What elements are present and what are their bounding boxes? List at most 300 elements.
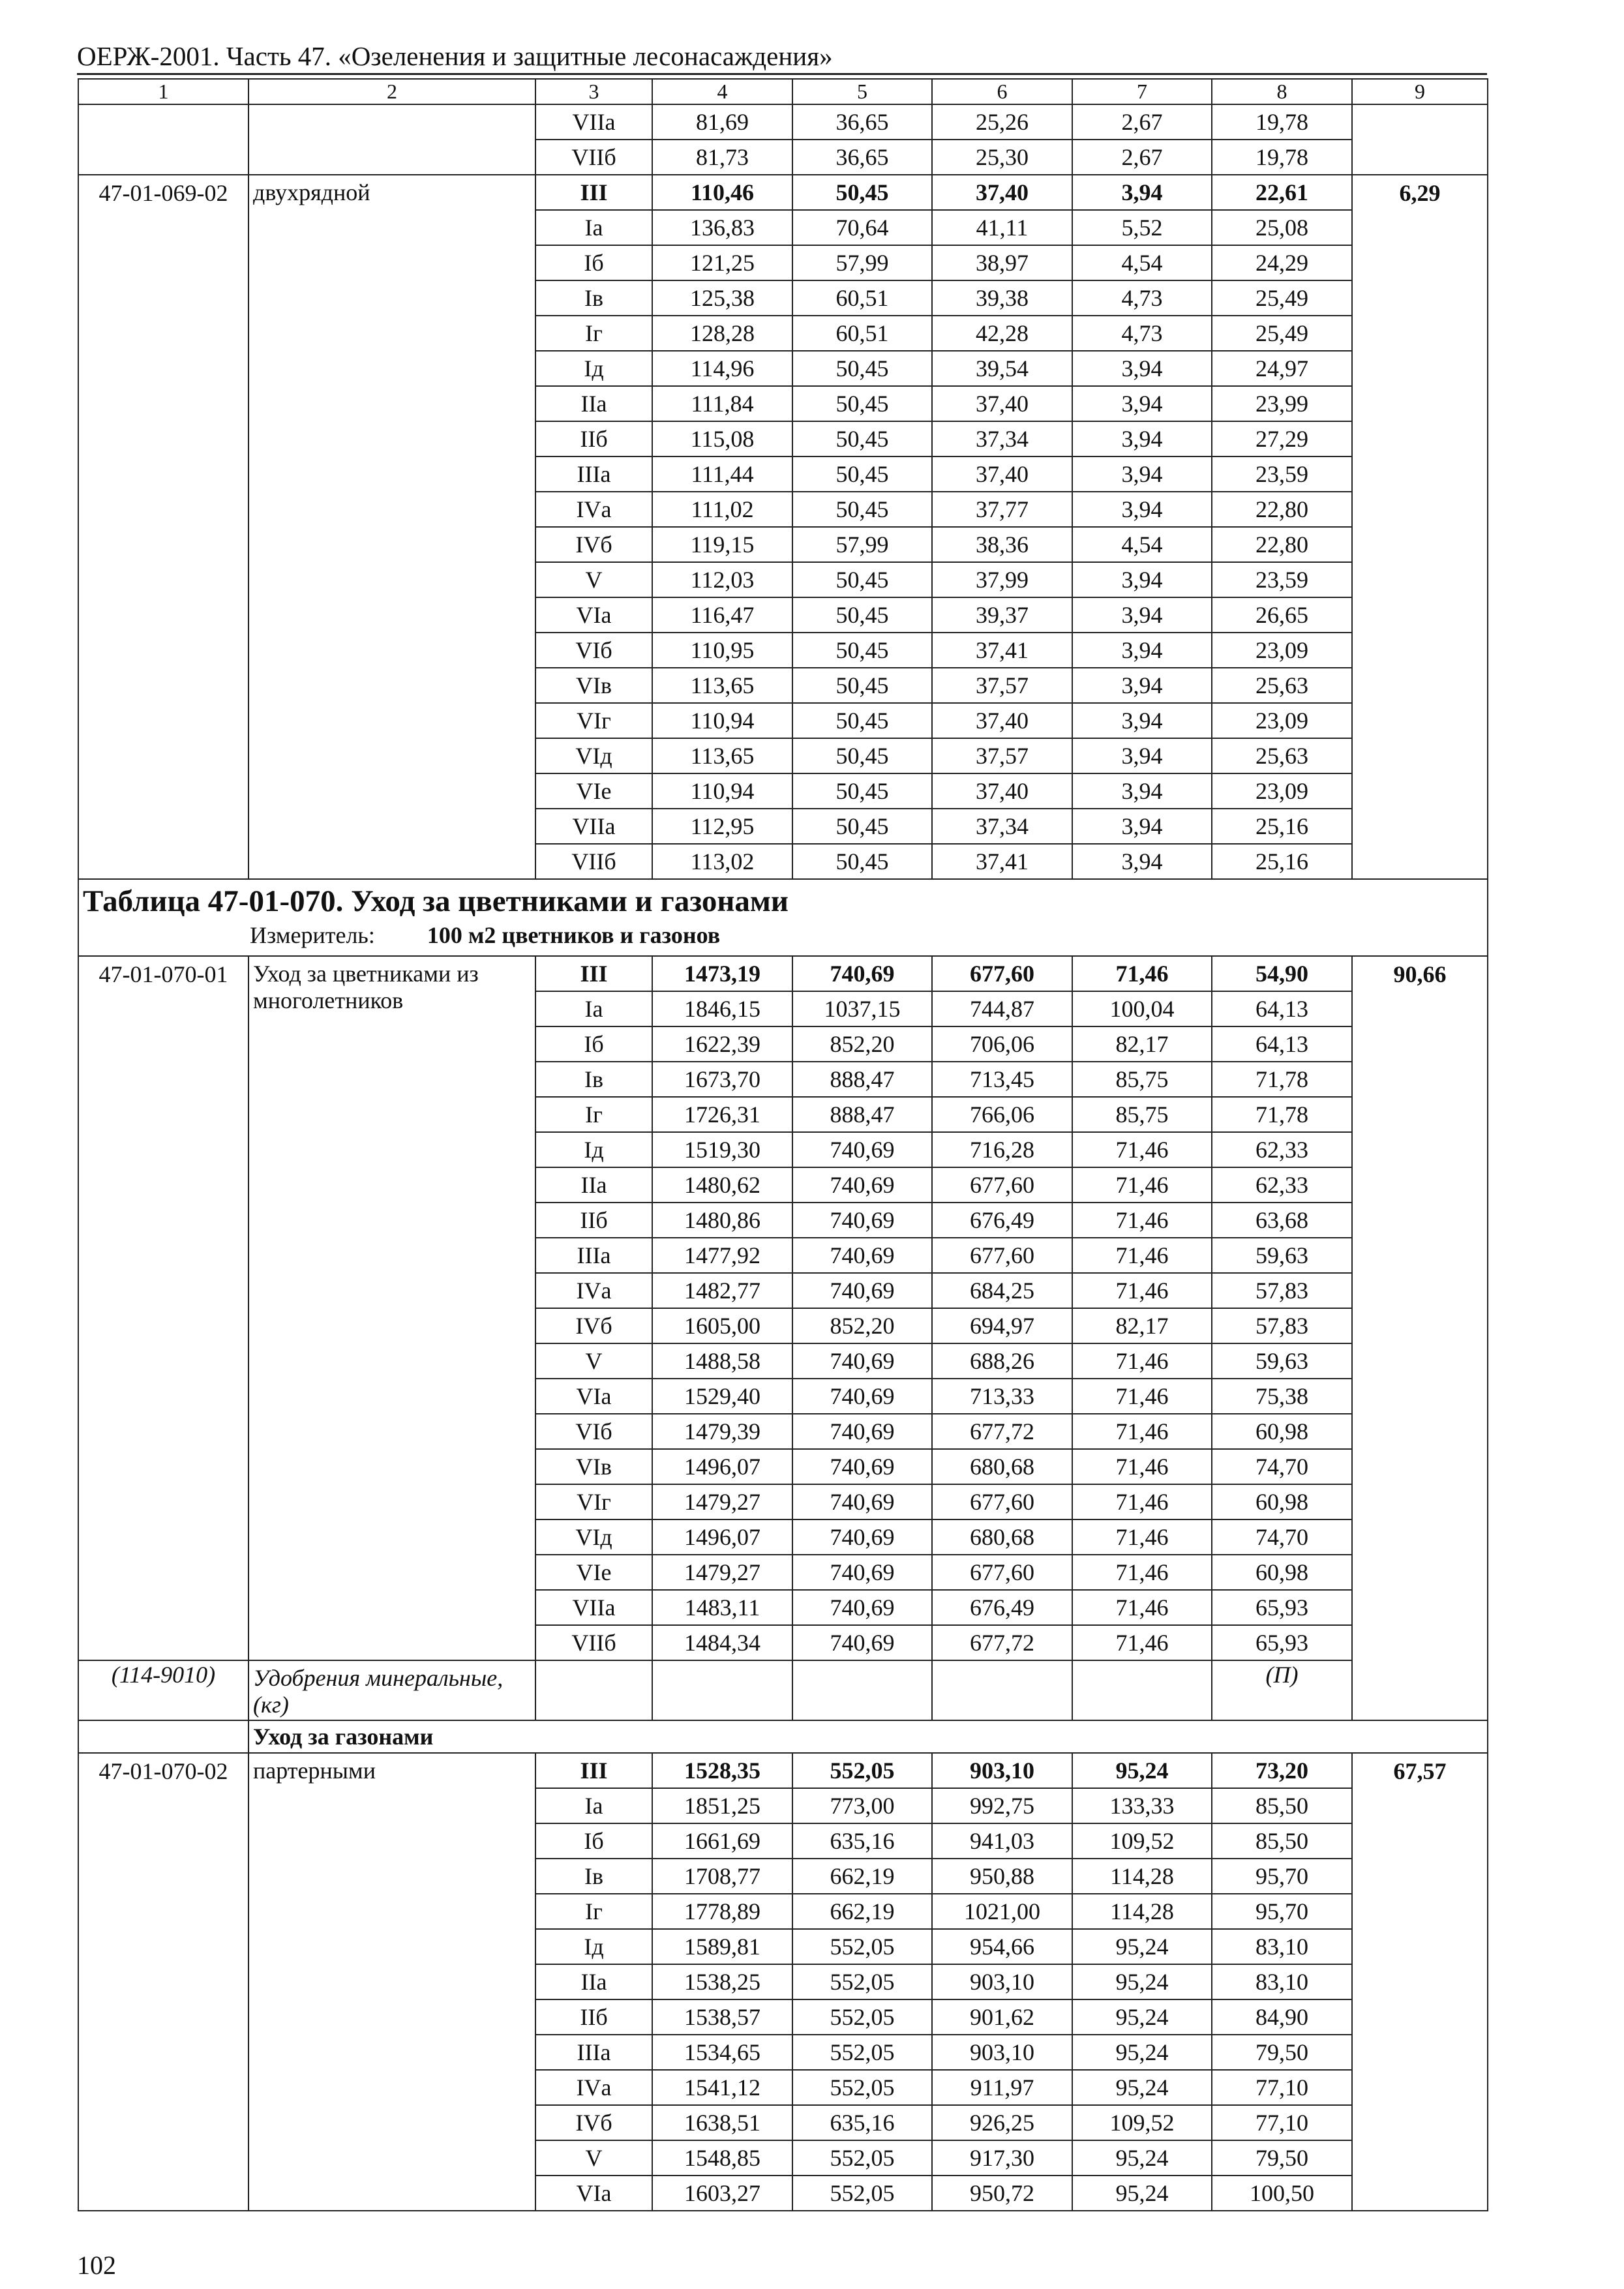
zone-cell: VIIб bbox=[535, 1625, 652, 1660]
value-cell: 716,28 bbox=[932, 1132, 1072, 1167]
value-cell: 37,40 bbox=[932, 456, 1072, 492]
value-cell: 125,38 bbox=[652, 280, 792, 316]
subheading-row bbox=[78, 1720, 1488, 1753]
value-cell: 740,69 bbox=[792, 1379, 932, 1414]
value-cell: 3,94 bbox=[1072, 633, 1212, 668]
value-cell: 1851,25 bbox=[652, 1788, 792, 1823]
value-cell: 1534,65 bbox=[652, 2035, 792, 2070]
value-cell: 903,10 bbox=[932, 1753, 1072, 1788]
value-cell: 677,72 bbox=[932, 1625, 1072, 1660]
value-cell: 38,97 bbox=[932, 245, 1072, 280]
value-cell: 57,99 bbox=[792, 245, 932, 280]
value-cell: 3,94 bbox=[1072, 844, 1212, 879]
value-cell: 552,05 bbox=[792, 1964, 932, 1999]
value-cell: 79,50 bbox=[1212, 2140, 1352, 2176]
value-cell: 57,83 bbox=[1212, 1308, 1352, 1343]
empty-cell bbox=[652, 1660, 792, 1720]
zone-cell: Iв bbox=[535, 1062, 652, 1097]
value-cell: 954,66 bbox=[932, 1929, 1072, 1964]
value-cell: 41,11 bbox=[932, 210, 1072, 245]
value-cell: 22,61 bbox=[1212, 175, 1352, 210]
value-cell: 39,38 bbox=[932, 280, 1072, 316]
total-cell: 90,66 bbox=[1352, 956, 1488, 1720]
value-cell: 37,41 bbox=[932, 844, 1072, 879]
value-cell: 84,90 bbox=[1212, 1999, 1352, 2035]
zone-cell: VIIа bbox=[535, 809, 652, 844]
zone-cell: VIг bbox=[535, 703, 652, 738]
value-cell: 111,44 bbox=[652, 456, 792, 492]
zone-cell: III bbox=[535, 175, 652, 210]
zone-cell: IVб bbox=[535, 2105, 652, 2140]
value-cell: 24,29 bbox=[1212, 245, 1352, 280]
value-cell: 37,40 bbox=[932, 773, 1072, 809]
zone-cell: VIв bbox=[535, 1449, 652, 1484]
value-cell: 1488,58 bbox=[652, 1343, 792, 1379]
zone-cell: IIб bbox=[535, 1999, 652, 2035]
value-cell: 25,49 bbox=[1212, 316, 1352, 351]
zone-cell: Iд bbox=[535, 1132, 652, 1167]
value-cell: 71,78 bbox=[1212, 1097, 1352, 1132]
value-cell: 113,65 bbox=[652, 668, 792, 703]
column-number: 3 bbox=[535, 79, 652, 104]
value-cell: 740,69 bbox=[792, 1238, 932, 1273]
value-cell: 635,16 bbox=[792, 1823, 932, 1859]
material-col8: (П) bbox=[1212, 1660, 1352, 1720]
value-cell: 552,05 bbox=[792, 2176, 932, 2211]
value-cell: 888,47 bbox=[792, 1097, 932, 1132]
value-cell: 4,54 bbox=[1072, 527, 1212, 562]
value-cell: 740,69 bbox=[792, 1625, 932, 1660]
value-cell: 71,46 bbox=[1072, 1519, 1212, 1555]
value-cell: 1638,51 bbox=[652, 2105, 792, 2140]
value-cell: 1483,11 bbox=[652, 1590, 792, 1625]
value-cell: 1538,57 bbox=[652, 1999, 792, 2035]
value-cell: 19,78 bbox=[1212, 104, 1352, 140]
value-cell: 901,62 bbox=[932, 1999, 1072, 2035]
value-cell: 680,68 bbox=[932, 1449, 1072, 1484]
value-cell: 552,05 bbox=[792, 2140, 932, 2176]
value-cell: 50,45 bbox=[792, 492, 932, 527]
zone-cell: VIб bbox=[535, 1414, 652, 1449]
zone-cell: Iв bbox=[535, 280, 652, 316]
value-cell: 740,69 bbox=[792, 1343, 932, 1379]
value-cell: 3,94 bbox=[1072, 703, 1212, 738]
value-cell: 3,94 bbox=[1072, 386, 1212, 421]
value-cell: 50,45 bbox=[792, 562, 932, 597]
value-cell: 740,69 bbox=[792, 956, 932, 991]
zone-cell: IIб bbox=[535, 421, 652, 456]
value-cell: 63,68 bbox=[1212, 1203, 1352, 1238]
value-cell: 95,70 bbox=[1212, 1894, 1352, 1929]
value-cell: 109,52 bbox=[1072, 1823, 1212, 1859]
value-cell: 37,40 bbox=[932, 175, 1072, 210]
value-cell: 110,95 bbox=[652, 633, 792, 668]
zone-cell: Iб bbox=[535, 1026, 652, 1062]
value-cell: 5,52 bbox=[1072, 210, 1212, 245]
value-cell: 3,94 bbox=[1072, 175, 1212, 210]
value-cell: 60,51 bbox=[792, 316, 932, 351]
zone-cell: Iа bbox=[535, 1788, 652, 1823]
value-cell: 1496,07 bbox=[652, 1519, 792, 1555]
value-cell: 740,69 bbox=[792, 1414, 932, 1449]
value-cell: 50,45 bbox=[792, 738, 932, 773]
value-cell: 110,46 bbox=[652, 175, 792, 210]
value-cell: 95,24 bbox=[1072, 2140, 1212, 2176]
value-cell: 85,75 bbox=[1072, 1062, 1212, 1097]
table-body bbox=[78, 79, 1488, 2211]
value-cell: 1622,39 bbox=[652, 1026, 792, 1062]
value-cell: 888,47 bbox=[792, 1062, 932, 1097]
value-cell: 25,30 bbox=[932, 140, 1072, 175]
value-cell: 740,69 bbox=[792, 1132, 932, 1167]
value-cell: 852,20 bbox=[792, 1026, 932, 1062]
value-cell: 36,65 bbox=[792, 104, 932, 140]
zone-cell: Iб bbox=[535, 245, 652, 280]
value-cell: 1528,35 bbox=[652, 1753, 792, 1788]
value-cell: 50,45 bbox=[792, 668, 932, 703]
zone-cell: III bbox=[535, 956, 652, 991]
value-cell: 95,24 bbox=[1072, 2176, 1212, 2211]
value-cell: 71,46 bbox=[1072, 1379, 1212, 1414]
value-cell: 85,50 bbox=[1212, 1788, 1352, 1823]
value-cell: 112,95 bbox=[652, 809, 792, 844]
value-cell: 50,45 bbox=[792, 844, 932, 879]
meter-line bbox=[83, 919, 1483, 951]
value-cell: 676,49 bbox=[932, 1203, 1072, 1238]
value-cell: 57,99 bbox=[792, 527, 932, 562]
zone-cell: IVб bbox=[535, 1308, 652, 1343]
value-cell: 95,24 bbox=[1072, 1964, 1212, 1999]
value-cell: 1479,39 bbox=[652, 1414, 792, 1449]
price-table bbox=[78, 78, 1488, 2211]
column-number: 9 bbox=[1352, 79, 1488, 104]
empty-cell bbox=[78, 1720, 248, 1753]
zone-cell: VIб bbox=[535, 633, 652, 668]
total-cell bbox=[1352, 104, 1488, 175]
value-cell: 50,45 bbox=[792, 421, 932, 456]
value-cell: 110,94 bbox=[652, 703, 792, 738]
material-code: (114-9010) bbox=[78, 1660, 248, 1720]
value-cell: 39,37 bbox=[932, 597, 1072, 633]
zone-cell: IIIа bbox=[535, 456, 652, 492]
value-cell: 83,10 bbox=[1212, 1964, 1352, 1999]
value-cell: 677,60 bbox=[932, 1484, 1072, 1519]
value-cell: 1778,89 bbox=[652, 1894, 792, 1929]
value-cell: 4,54 bbox=[1072, 245, 1212, 280]
value-cell: 740,69 bbox=[792, 1484, 932, 1519]
value-cell: 50,45 bbox=[792, 597, 932, 633]
zone-cell: Iг bbox=[535, 1894, 652, 1929]
value-cell: 71,46 bbox=[1072, 1132, 1212, 1167]
value-cell: 1605,00 bbox=[652, 1308, 792, 1343]
work-name bbox=[248, 104, 535, 175]
value-cell: 95,24 bbox=[1072, 1753, 1212, 1788]
column-number: 5 bbox=[792, 79, 932, 104]
value-cell: 71,46 bbox=[1072, 1238, 1212, 1273]
value-cell: 71,46 bbox=[1072, 1343, 1212, 1379]
zone-cell: III bbox=[535, 1753, 652, 1788]
total-cell: 6,29 bbox=[1352, 175, 1488, 879]
value-cell: 100,04 bbox=[1072, 991, 1212, 1026]
value-cell: 70,64 bbox=[792, 210, 932, 245]
value-cell: 3,94 bbox=[1072, 738, 1212, 773]
value-cell: 65,93 bbox=[1212, 1625, 1352, 1660]
value-cell: 116,47 bbox=[652, 597, 792, 633]
value-cell: 50,45 bbox=[792, 633, 932, 668]
value-cell: 1484,34 bbox=[652, 1625, 792, 1660]
zone-cell: VIа bbox=[535, 2176, 652, 2211]
value-cell: 71,46 bbox=[1072, 1625, 1212, 1660]
value-cell: 109,52 bbox=[1072, 2105, 1212, 2140]
value-cell: 23,99 bbox=[1212, 386, 1352, 421]
value-cell: 1480,62 bbox=[652, 1167, 792, 1203]
value-cell: 552,05 bbox=[792, 1929, 932, 1964]
value-cell: 1482,77 bbox=[652, 1273, 792, 1308]
value-cell: 911,97 bbox=[932, 2070, 1072, 2105]
value-cell: 85,50 bbox=[1212, 1823, 1352, 1859]
value-cell: 1548,85 bbox=[652, 2140, 792, 2176]
value-cell: 1479,27 bbox=[652, 1484, 792, 1519]
value-cell: 60,98 bbox=[1212, 1484, 1352, 1519]
value-cell: 119,15 bbox=[652, 527, 792, 562]
zone-cell: VIIб bbox=[535, 140, 652, 175]
meter-label: Измеритель: bbox=[250, 922, 375, 948]
value-cell: 4,73 bbox=[1072, 280, 1212, 316]
value-cell: 3,94 bbox=[1072, 421, 1212, 456]
value-cell: 27,29 bbox=[1212, 421, 1352, 456]
value-cell: 37,57 bbox=[932, 738, 1072, 773]
value-cell: 37,34 bbox=[932, 421, 1072, 456]
value-cell: 3,94 bbox=[1072, 351, 1212, 386]
zone-cell: Iа bbox=[535, 991, 652, 1026]
subheading: Уход за газонами bbox=[248, 1720, 1488, 1753]
table-title: Таблица 47-01-070. Уход за цветниками и газонами bbox=[83, 884, 789, 918]
value-cell: 23,09 bbox=[1212, 703, 1352, 738]
table-row bbox=[78, 956, 1488, 991]
value-cell: 50,45 bbox=[792, 773, 932, 809]
value-cell: 25,08 bbox=[1212, 210, 1352, 245]
column-number: 2 bbox=[248, 79, 535, 104]
value-cell: 100,50 bbox=[1212, 2176, 1352, 2211]
value-cell: 77,10 bbox=[1212, 2105, 1352, 2140]
rate-code: 47-01-069-02 bbox=[78, 175, 248, 879]
zone-cell: IVб bbox=[535, 527, 652, 562]
value-cell: 917,30 bbox=[932, 2140, 1072, 2176]
zone-cell: VIе bbox=[535, 1555, 652, 1590]
zone-cell: IIIа bbox=[535, 1238, 652, 1273]
value-cell: 23,09 bbox=[1212, 773, 1352, 809]
value-cell: 740,69 bbox=[792, 1203, 932, 1238]
value-cell: 677,60 bbox=[932, 956, 1072, 991]
zone-cell: Iд bbox=[535, 351, 652, 386]
value-cell: 676,49 bbox=[932, 1590, 1072, 1625]
value-cell: 112,03 bbox=[652, 562, 792, 597]
value-cell: 60,51 bbox=[792, 280, 932, 316]
value-cell: 83,10 bbox=[1212, 1929, 1352, 1964]
value-cell: 75,38 bbox=[1212, 1379, 1352, 1414]
column-number: 1 bbox=[78, 79, 248, 104]
value-cell: 694,97 bbox=[932, 1308, 1072, 1343]
value-cell: 95,70 bbox=[1212, 1859, 1352, 1894]
zone-cell: Iб bbox=[535, 1823, 652, 1859]
value-cell: 24,97 bbox=[1212, 351, 1352, 386]
zone-cell: IVа bbox=[535, 2070, 652, 2105]
value-cell: 128,28 bbox=[652, 316, 792, 351]
value-cell: 552,05 bbox=[792, 2035, 932, 2070]
value-cell: 95,24 bbox=[1072, 1999, 1212, 2035]
value-cell: 26,65 bbox=[1212, 597, 1352, 633]
zone-cell: VIв bbox=[535, 668, 652, 703]
value-cell: 37,40 bbox=[932, 386, 1072, 421]
empty-cell bbox=[792, 1660, 932, 1720]
value-cell: 1846,15 bbox=[652, 991, 792, 1026]
value-cell: 3,94 bbox=[1072, 562, 1212, 597]
value-cell: 950,88 bbox=[932, 1859, 1072, 1894]
value-cell: 662,19 bbox=[792, 1859, 932, 1894]
value-cell: 25,49 bbox=[1212, 280, 1352, 316]
empty-cell bbox=[535, 1660, 652, 1720]
value-cell: 766,06 bbox=[932, 1097, 1072, 1132]
value-cell: 684,25 bbox=[932, 1273, 1072, 1308]
column-number: 7 bbox=[1072, 79, 1212, 104]
value-cell: 71,46 bbox=[1072, 1484, 1212, 1519]
value-cell: 1479,27 bbox=[652, 1555, 792, 1590]
value-cell: 71,46 bbox=[1072, 1590, 1212, 1625]
zone-cell: VIд bbox=[535, 1519, 652, 1555]
zone-cell: VIа bbox=[535, 1379, 652, 1414]
page-header: ОЕРЖ-2001. Часть 47. «Озеленения и защитные лесонасаждения» bbox=[77, 41, 833, 71]
value-cell: 677,72 bbox=[932, 1414, 1072, 1449]
value-cell: 903,10 bbox=[932, 2035, 1072, 2070]
value-cell: 3,94 bbox=[1072, 809, 1212, 844]
value-cell: 662,19 bbox=[792, 1894, 932, 1929]
work-name: Уход за цветниками из многолетников bbox=[248, 956, 535, 1660]
page-number: 102 bbox=[77, 2251, 116, 2280]
value-cell: 3,94 bbox=[1072, 456, 1212, 492]
value-cell: 2,67 bbox=[1072, 104, 1212, 140]
zone-cell: Iг bbox=[535, 1097, 652, 1132]
value-cell: 992,75 bbox=[932, 1788, 1072, 1823]
value-cell: 38,36 bbox=[932, 527, 1072, 562]
value-cell: 50,45 bbox=[792, 809, 932, 844]
value-cell: 42,28 bbox=[932, 316, 1072, 351]
column-number: 8 bbox=[1212, 79, 1352, 104]
value-cell: 688,26 bbox=[932, 1343, 1072, 1379]
value-cell: 773,00 bbox=[792, 1788, 932, 1823]
value-cell: 114,96 bbox=[652, 351, 792, 386]
zone-cell: VIе bbox=[535, 773, 652, 809]
value-cell: 64,13 bbox=[1212, 1026, 1352, 1062]
zone-cell: V bbox=[535, 562, 652, 597]
value-cell: 1496,07 bbox=[652, 1449, 792, 1484]
value-cell: 115,08 bbox=[652, 421, 792, 456]
value-cell: 4,73 bbox=[1072, 316, 1212, 351]
value-cell: 706,06 bbox=[932, 1026, 1072, 1062]
rate-code bbox=[78, 104, 248, 175]
value-cell: 740,69 bbox=[792, 1273, 932, 1308]
total-cell: 67,57 bbox=[1352, 1753, 1488, 2211]
value-cell: 71,46 bbox=[1072, 1273, 1212, 1308]
value-cell: 926,25 bbox=[932, 2105, 1072, 2140]
empty-cell bbox=[1072, 1660, 1212, 1720]
value-cell: 71,46 bbox=[1072, 1414, 1212, 1449]
zone-cell: VIIб bbox=[535, 844, 652, 879]
value-cell: 25,16 bbox=[1212, 844, 1352, 879]
zone-cell: V bbox=[535, 2140, 652, 2176]
value-cell: 74,70 bbox=[1212, 1519, 1352, 1555]
value-cell: 1021,00 bbox=[932, 1894, 1072, 1929]
value-cell: 121,25 bbox=[652, 245, 792, 280]
value-cell: 713,33 bbox=[932, 1379, 1072, 1414]
value-cell: 677,60 bbox=[932, 1167, 1072, 1203]
value-cell: 60,98 bbox=[1212, 1414, 1352, 1449]
value-cell: 25,26 bbox=[932, 104, 1072, 140]
work-name: партерными bbox=[248, 1753, 535, 2211]
value-cell: 37,99 bbox=[932, 562, 1072, 597]
zone-cell: Iг bbox=[535, 316, 652, 351]
material-name: Удобрения минеральные, (кг) bbox=[248, 1660, 535, 1720]
value-cell: 19,78 bbox=[1212, 140, 1352, 175]
column-number-row bbox=[78, 79, 1488, 104]
value-cell: 71,46 bbox=[1072, 956, 1212, 991]
value-cell: 60,98 bbox=[1212, 1555, 1352, 1590]
zone-cell: Iа bbox=[535, 210, 652, 245]
value-cell: 740,69 bbox=[792, 1590, 932, 1625]
zone-cell: VIг bbox=[535, 1484, 652, 1519]
work-name: двухрядной bbox=[248, 175, 535, 879]
value-cell: 37,40 bbox=[932, 703, 1072, 738]
value-cell: 903,10 bbox=[932, 1964, 1072, 1999]
table-row bbox=[78, 1753, 1488, 1788]
value-cell: 36,65 bbox=[792, 140, 932, 175]
value-cell: 81,69 bbox=[652, 104, 792, 140]
value-cell: 3,94 bbox=[1072, 492, 1212, 527]
zone-cell: Iд bbox=[535, 1929, 652, 1964]
value-cell: 95,24 bbox=[1072, 2035, 1212, 2070]
value-cell: 3,94 bbox=[1072, 668, 1212, 703]
value-cell: 62,33 bbox=[1212, 1167, 1352, 1203]
value-cell: 50,45 bbox=[792, 456, 932, 492]
value-cell: 1541,12 bbox=[652, 2070, 792, 2105]
value-cell: 740,69 bbox=[792, 1167, 932, 1203]
zone-cell: Iв bbox=[535, 1859, 652, 1894]
table-row bbox=[78, 104, 1488, 140]
value-cell: 64,13 bbox=[1212, 991, 1352, 1026]
value-cell: 23,59 bbox=[1212, 456, 1352, 492]
table-row bbox=[78, 175, 1488, 210]
value-cell: 1603,27 bbox=[652, 2176, 792, 2211]
value-cell: 1589,81 bbox=[652, 1929, 792, 1964]
empty-cell bbox=[932, 1660, 1072, 1720]
value-cell: 73,20 bbox=[1212, 1753, 1352, 1788]
header-rule bbox=[77, 73, 1487, 75]
column-number: 6 bbox=[932, 79, 1072, 104]
value-cell: 635,16 bbox=[792, 2105, 932, 2140]
value-cell: 37,77 bbox=[932, 492, 1072, 527]
value-cell: 71,46 bbox=[1072, 1449, 1212, 1484]
value-cell: 23,59 bbox=[1212, 562, 1352, 597]
value-cell: 114,28 bbox=[1072, 1859, 1212, 1894]
value-cell: 59,63 bbox=[1212, 1343, 1352, 1379]
zone-cell: IIIа bbox=[535, 2035, 652, 2070]
zone-cell: VIд bbox=[535, 738, 652, 773]
value-cell: 1529,40 bbox=[652, 1379, 792, 1414]
zone-cell: IVа bbox=[535, 492, 652, 527]
value-cell: 37,57 bbox=[932, 668, 1072, 703]
value-cell: 111,84 bbox=[652, 386, 792, 421]
value-cell: 82,17 bbox=[1072, 1308, 1212, 1343]
value-cell: 744,87 bbox=[932, 991, 1072, 1026]
